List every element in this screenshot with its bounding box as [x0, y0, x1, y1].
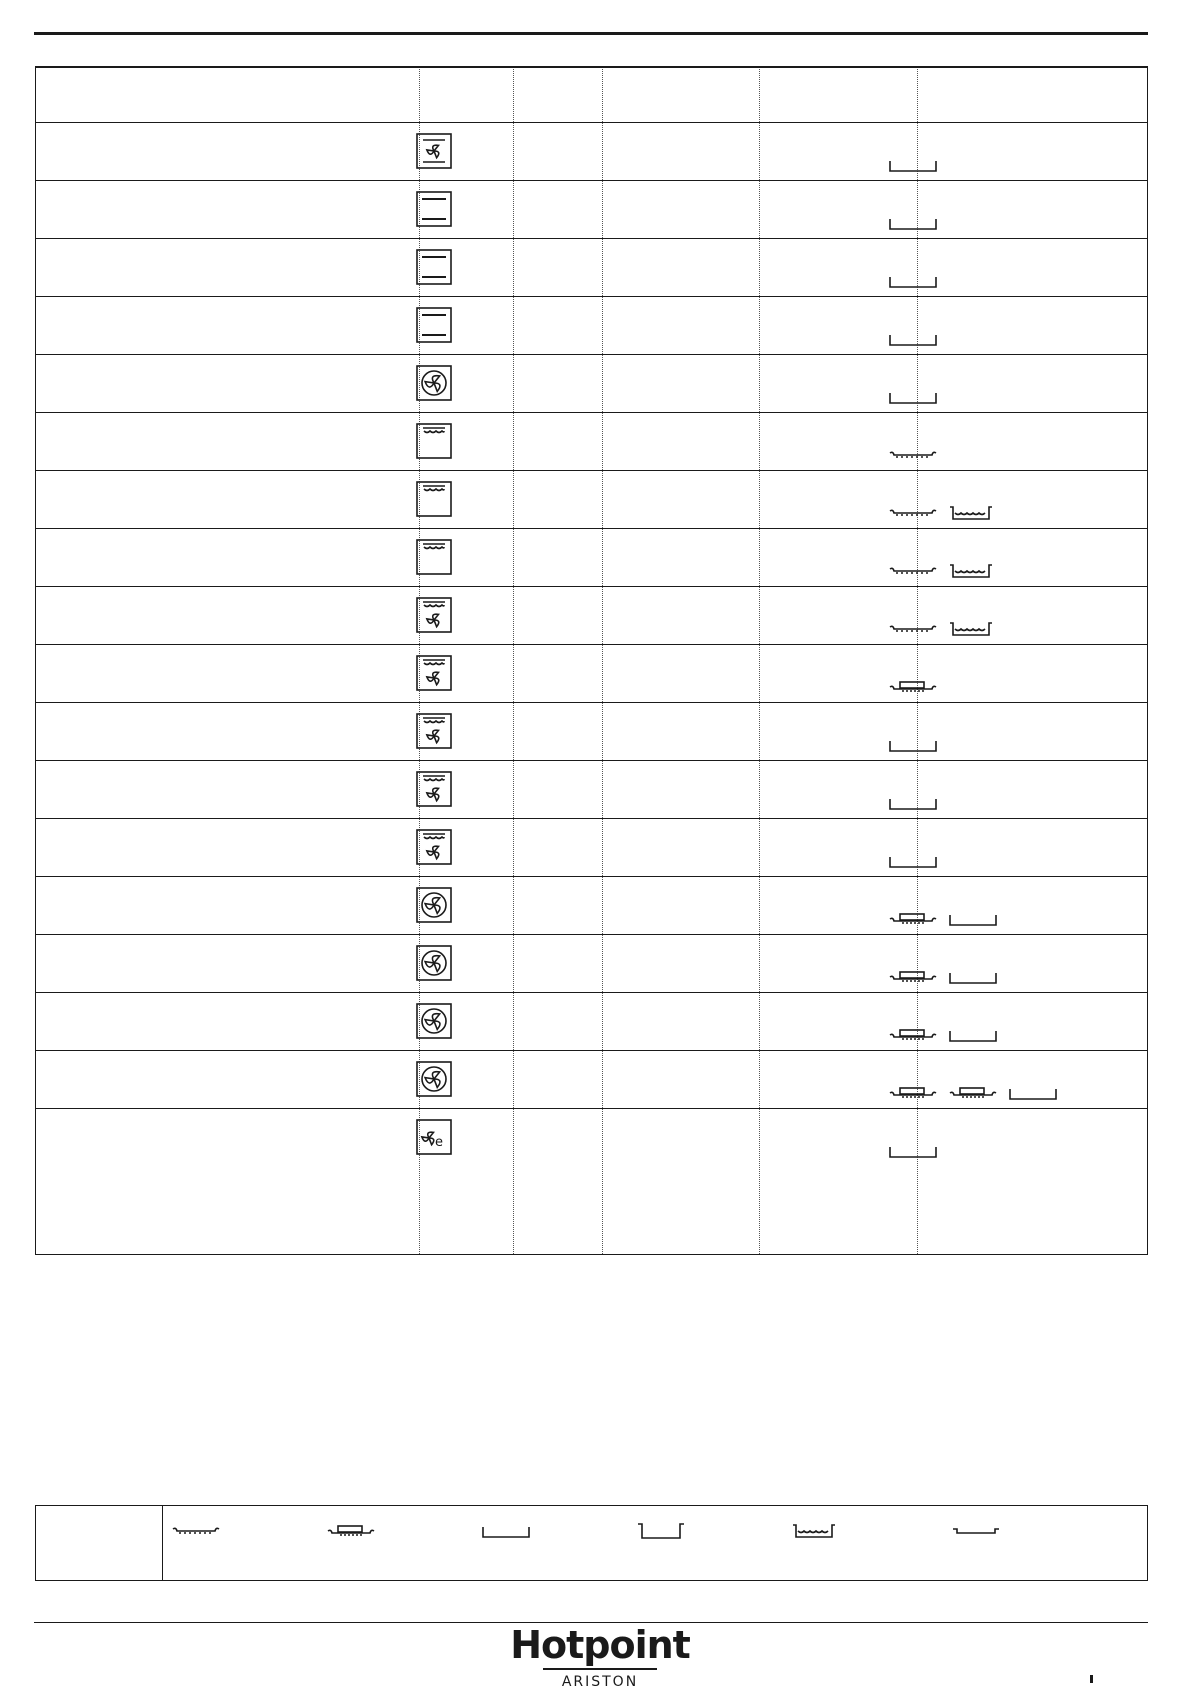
wire-shelf-icon	[171, 1520, 221, 1542]
convection-fan-icon	[416, 1003, 452, 1039]
table-row	[36, 1050, 1147, 1109]
table-row	[36, 238, 1147, 297]
baking-tray-on-shelf-icon	[948, 1083, 998, 1103]
top-oven-fan-icon	[416, 133, 452, 169]
brand-name: Hotpoint	[510, 1623, 690, 1667]
svg-text:e: e	[435, 1135, 443, 1150]
eco-fan-icon	[416, 1119, 452, 1155]
top-bottom-heat-icon	[416, 191, 452, 227]
drip-tray-icon	[888, 213, 938, 233]
convection-fan-icon	[416, 887, 452, 923]
table-row	[36, 122, 1147, 181]
drip-tray-icon	[888, 329, 938, 349]
page-corner-mark	[1090, 1675, 1093, 1683]
drip-tray-icon	[1008, 1083, 1058, 1103]
top-bottom-heat-icon	[416, 307, 452, 343]
table-row	[36, 296, 1147, 355]
table-row	[36, 992, 1147, 1051]
table-row	[36, 528, 1147, 587]
grill-icon	[416, 481, 452, 517]
baking-tray-on-shelf-icon	[888, 1025, 938, 1045]
baking-tray-on-shelf-icon	[888, 967, 938, 987]
turbo-grill-icon	[416, 829, 452, 865]
brand-underline	[543, 1668, 657, 1670]
top-bottom-heat-icon	[416, 249, 452, 285]
drip-tray-icon	[888, 387, 938, 407]
table-row	[36, 412, 1147, 471]
drip-tray-icon	[888, 271, 938, 291]
grill-icon	[416, 423, 452, 459]
accessories-legend	[35, 1505, 1148, 1581]
turbo-grill-icon	[416, 597, 452, 633]
baking-tray-on-shelf-icon	[888, 1083, 938, 1103]
brand-subtitle: ARISTON	[561, 1674, 639, 1690]
drip-tray-icon	[948, 1025, 998, 1045]
water-tray-icon	[948, 503, 994, 523]
water-tray-icon	[948, 619, 994, 639]
drip-tray-icon	[888, 1141, 938, 1161]
table-row	[36, 180, 1147, 239]
brand-logo	[480, 1625, 720, 1690]
turbo-grill-icon	[416, 713, 452, 749]
table-row	[36, 818, 1147, 877]
baking-tray-on-shelf-icon	[888, 677, 938, 697]
drip-tray-icon	[948, 967, 998, 987]
table-row	[36, 760, 1147, 819]
table-row	[36, 470, 1147, 529]
wire-shelf-icon	[888, 561, 938, 581]
drip-tray-icon	[888, 851, 938, 871]
table-header-row	[36, 67, 1147, 123]
drip-tray-icon	[888, 793, 938, 813]
wire-shelf-icon	[888, 445, 938, 465]
turbo-grill-icon	[416, 655, 452, 691]
convection-fan-icon	[416, 365, 452, 401]
grill-icon	[416, 539, 452, 575]
table-row	[36, 876, 1147, 935]
wire-shelf-icon	[888, 503, 938, 523]
cooking-table	[35, 66, 1148, 1255]
convection-fan-icon	[416, 1061, 452, 1097]
turbo-grill-icon	[416, 771, 452, 807]
drip-tray-icon	[481, 1520, 531, 1542]
water-tray-icon	[948, 561, 994, 581]
table-row	[36, 934, 1147, 993]
water-tray-icon	[791, 1520, 837, 1542]
table-row	[36, 586, 1147, 645]
flat-tray-icon	[951, 1520, 1001, 1542]
convection-fan-icon	[416, 945, 452, 981]
table-row	[36, 702, 1147, 761]
drip-tray-icon	[888, 735, 938, 755]
table-row	[36, 354, 1147, 413]
baking-tray-on-shelf-icon	[326, 1520, 376, 1542]
baking-tray-on-shelf-icon	[888, 909, 938, 929]
table-row	[36, 644, 1147, 703]
drip-tray-icon	[888, 155, 938, 175]
wire-shelf-icon	[888, 619, 938, 639]
legend-divider	[162, 1506, 163, 1580]
deep-tray-icon	[636, 1520, 686, 1542]
top-rule	[34, 32, 1148, 35]
drip-tray-icon	[948, 909, 998, 929]
table-row	[36, 1108, 1147, 1167]
